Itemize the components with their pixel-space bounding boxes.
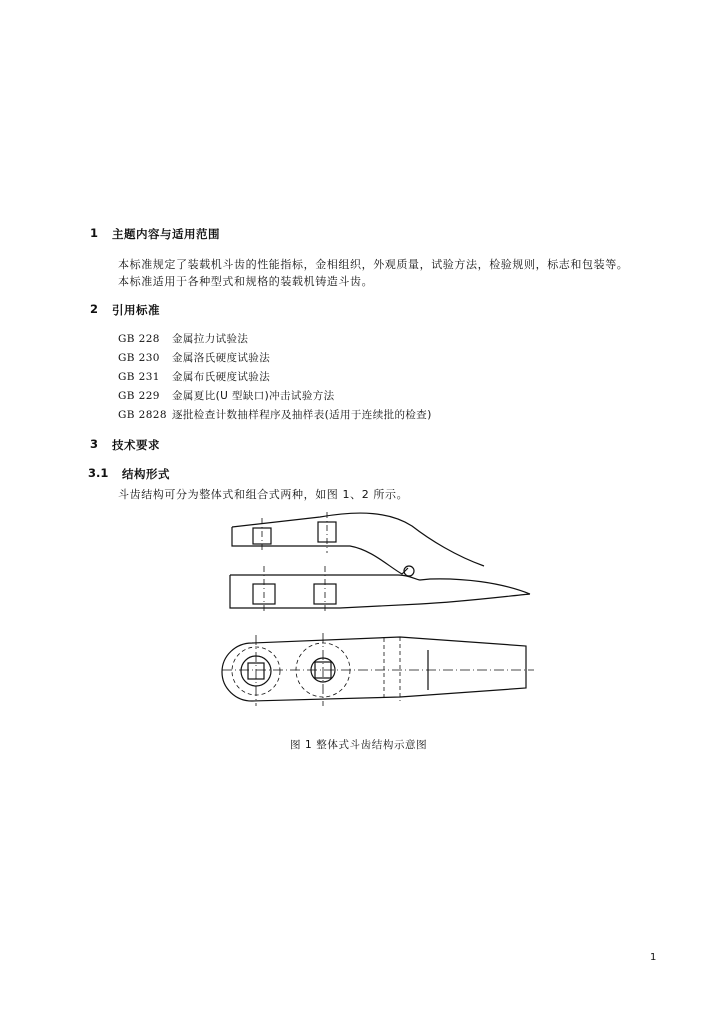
section-1-paragraph-2: 本标准适用于各种型式和规格的装载机铸造斗齿。: [118, 275, 374, 288]
page-number: 1: [650, 952, 657, 963]
section-3-number: 3: [90, 437, 99, 451]
reference-code: GB 230: [118, 352, 160, 364]
figure-1-caption: 图 1 整体式斗齿结构示意图: [290, 739, 428, 751]
section-2-number: 2: [90, 302, 99, 316]
section-2-title: 引用标准: [112, 303, 160, 317]
reference-title: 金属拉力试验法: [172, 333, 249, 345]
reference-code: GB 228: [118, 333, 160, 345]
reference-title: 逐批检查计数抽样程序及抽样表(适用于连续批的检查): [172, 409, 432, 421]
section-3-1-paragraph: 斗齿结构可分为整体式和组合式两种，如图 1、2 所示。: [118, 488, 409, 501]
section-3-title: 技术要求: [112, 438, 160, 452]
reference-title: 金属洛氏硬度试验法: [172, 352, 271, 364]
reference-code: GB 229: [118, 390, 160, 402]
reference-title: 金属夏比(U 型缺口)冲击试验方法: [172, 390, 335, 402]
reference-title: 金属布氏硬度试验法: [172, 371, 271, 383]
section-1-paragraph-1: 本标准规定了装载机斗齿的性能指标，金相组织，外观质量，试验方法，检验规则，标志和包装等。: [118, 258, 629, 271]
section-1-title: 主题内容与适用范围: [112, 227, 220, 241]
section-1-number: 1: [90, 226, 99, 240]
reference-code: GB 2828: [118, 409, 167, 421]
section-3-1-number: 3.1: [88, 466, 109, 480]
reference-code: GB 231: [118, 371, 160, 383]
section-3-1-title: 结构形式: [122, 467, 170, 481]
